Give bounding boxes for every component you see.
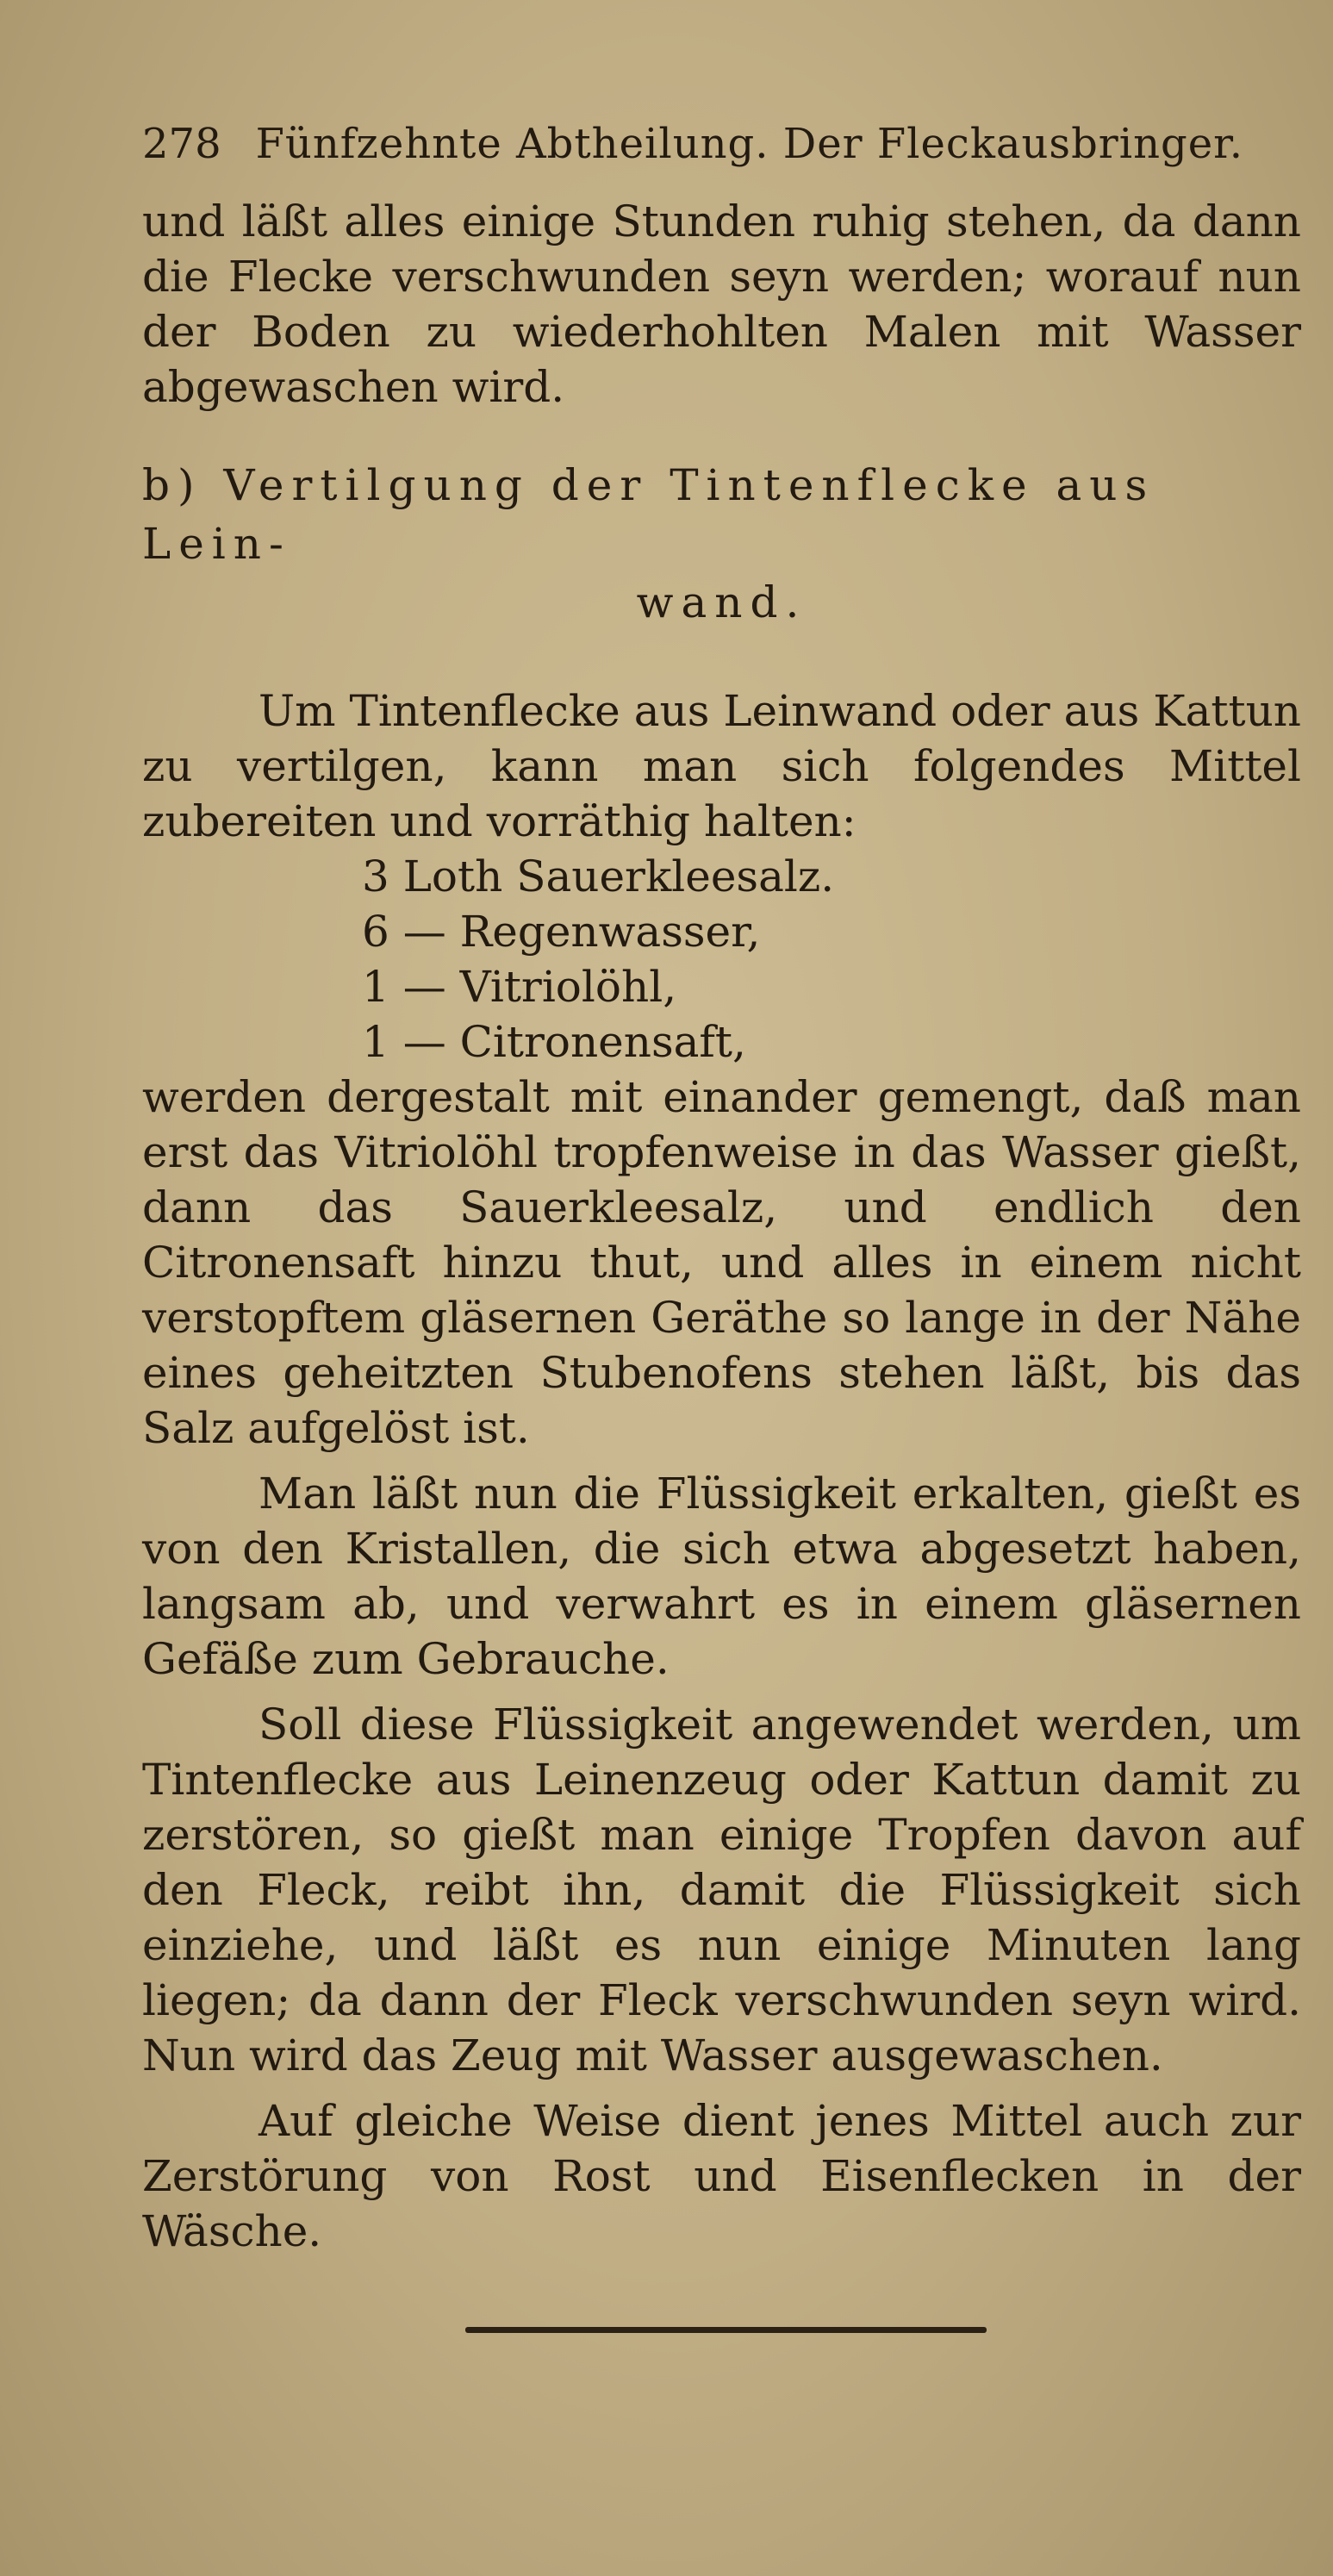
paragraph-cooling: Man läßt nun die Flüssigkeit erkalten, gießt es von den Kristallen, die sich etwa abgesetzt haben, langsam ab, und verwahrt es in einem gläsernen Gefäße zum Gebrauche. bbox=[142, 1469, 1301, 1684]
end-rule bbox=[465, 2327, 987, 2333]
intro-paragraph: Um Tintenflecke aus Leinwand oder aus Kattun zu vertilgen, kann man sich folgendes Mittel zubereiten und vorräthig halten: bbox=[142, 686, 1301, 846]
recipe-item: 3 Loth Sauerkleesalz. bbox=[362, 851, 835, 901]
section-heading-line1: b) Vertilgung der Tintenflecke aus Lein- bbox=[142, 460, 1155, 569]
paragraph-rust: Auf gleiche Weise dient jenes Mittel auch zur Zerstörung von Rost und Eisenflecken in der Wäsche. bbox=[142, 2096, 1301, 2256]
text-block bbox=[142, 116, 1301, 2259]
recipe-item: 6 — Regenwasser, bbox=[362, 907, 761, 957]
running-title: Fünfzehnte Abtheilung. Der Fleckausbringer. bbox=[255, 120, 1244, 168]
recipe-item: 1 — Vitriolöhl, bbox=[362, 962, 677, 1012]
continuation-paragraph: und läßt alles einige Stunden ruhig stehen, da dann die Flecke verschwunden seyn werden; worauf nun der Boden zu wiederhohlten Malen mit Wasser abgewaschen wird. bbox=[142, 196, 1301, 412]
after-recipe-paragraph: werden dergestalt mit einander gemengt, daß man erst das Vitriolöhl tropfenweise in das Wasser gießt, dann das Sauerkleesalz, und endlich den Citronensaft hinzu thut, und alles in einem nicht verstopftem gläsernen Geräthe so lange in der Nähe eines geheitzten Stubenofens stehen läßt, bis das Salz aufgelöst ist. bbox=[142, 1072, 1301, 1453]
section-heading-line2: wand. bbox=[636, 577, 807, 627]
section-heading bbox=[142, 456, 1301, 632]
recipe-list bbox=[362, 849, 1301, 1070]
paragraph-application: Soll diese Flüssigkeit angewendet werden, um Tintenflecke aus Leinenzeug oder Kattun damit zu zerstören, so gießt man einige Tropfen davon auf den Fleck, reibt ihn, damit die Flüssigkeit sich einziehe, und läßt es nun einige Minuten lang liegen; da dann der Fleck verschwunden seyn wird. Nun wird das Zeug mit Wasser ausgewaschen. bbox=[142, 1700, 1301, 2080]
page-number: 278 bbox=[142, 120, 221, 168]
running-head bbox=[142, 116, 1301, 194]
recipe-item: 1 — Citronensaft, bbox=[362, 1017, 746, 1067]
